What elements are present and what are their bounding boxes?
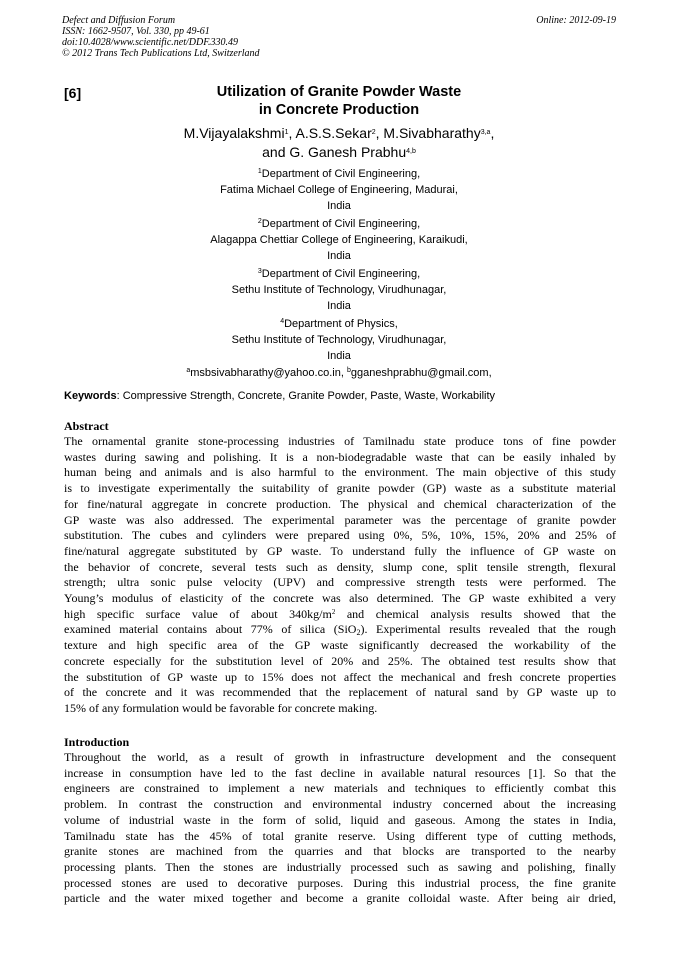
abstract-line: human being and animals and is also harmful to the environment. The main objective of this study [64,465,616,480]
intro-line: problem. In contrast the construction and environmental industry concerned about the increasing [64,797,616,812]
abstract-line: texture and high specific area of the GP waste significantly decreased the workability of the [64,638,616,653]
author-2: , A.S.S.Sekar [288,125,372,141]
intro-line: granite stones are machined from the quarries and that blocks are transported to the nearby [64,844,616,859]
abstract-body [64,434,616,717]
abstract-line-12b: and chemical analysis results showed that the [335,606,616,621]
intro-line: engineers are constrained to implement a new materials and techniques to efficiently combat this [64,781,616,796]
author-1-sup: 1 [284,129,289,136]
intro-line: processing plants. Then the stones are industrially processed such as sawing and polishing, finally [64,859,616,874]
intro-line: particle and the water mixed together and become a granite colloidal waste. After being air dried, [64,891,616,906]
introduction-body [64,750,616,907]
intro-line: Throughout the world, as a result of growth in infrastructure development and the consequent [64,750,616,764]
email-sup-a: a [186,367,191,374]
affiliation-institution: Sethu Institute of Technology, Virudhunagar, [231,284,447,296]
journal-header [62,15,422,59]
affiliation-4 [64,316,614,364]
author-3-comma: , [490,125,495,141]
email-sup-b: b [346,367,351,374]
abstract-line: strength; ultra sonic pulse velocity (UPV) and compressive strength tests were performed. The [64,575,616,590]
keywords-text: : Compressive Strength, Concrete, Granite Powder, Paste, Waste, Workability [116,390,496,402]
journal-copyright: © 2012 Trans Tech Publications Ltd, Switzerland [62,48,260,59]
affiliations [64,166,614,381]
intro-line: increase in consumption have led to the fast decline in available natural resources [1]. So that the [64,765,616,780]
author-3-sup: 3,a [480,129,491,136]
affiliation-country: India [327,200,351,212]
affiliation-institution: Fatima Michael College of Engineering, Madurai, [220,184,458,196]
affiliation-3 [64,266,614,314]
affiliation-dept: Department of Civil Engineering, [261,168,421,180]
intro-line: volume of industrial waste in the form of solid, liquid and gaseous. Among the states in India, [64,812,616,827]
abstract-line-13a: examined material contains about 77% of silica (SiO [64,622,357,637]
abstract-line-12a: high specific surface value of about 340kg/m [64,606,332,621]
abstract-line: of the concrete and it was recommended that the replacement of natural sand by GP waste up to [64,685,616,700]
introduction-heading: Introduction [64,735,130,749]
journal-name: Defect and Diffusion Forum [62,15,176,26]
abstract-line [64,607,616,623]
author-1: M.Vijayalakshmi [183,125,285,141]
journal-issn: ISSN: 1662-9507, Vol. 330, pp 49-61 [62,26,210,37]
author-2-sup: 2 [371,129,376,136]
paper-title [64,83,614,119]
author-emails [64,365,614,381]
email-a: msbsivabharathy@yahoo.co.in, [190,367,347,379]
abstract-line: 15% of any formulation would be favorable for concrete making. [64,700,378,715]
abstract-line: the behavior of concrete, several tests such as density, slump cone, split tensile strength, flexural [64,559,616,574]
author-line-2 [64,143,614,162]
intro-line: processed stones are used to decorative purposes. During this industrial process, the fine granite [64,875,616,890]
abstract-line: fine/natural aggregate substituted by GP waste. To understand fully the influence of GP waste on [64,543,616,558]
affiliation-dept: Department of Civil Engineering, [261,218,421,230]
title-line-2: in Concrete Production [258,102,420,118]
affiliation-dept: Department of Civil Engineering, [261,268,421,280]
abstract-line-13-sub: 2 [356,628,361,638]
abstract-heading: Abstract [64,419,109,433]
abstract-line: Young’s modulus of elasticity of the concrete was also determined. The GP waste exhibited a very [64,591,616,606]
abstract-line: for fine/natural aggregate in concrete production. The physical and chemical characterization of the [64,496,616,511]
abstract-line: substitution. The cubes and cylinders were prepared using 0%, 5%, 10%, 15%, 20% and 25% of [64,528,616,543]
affiliation-2 [64,216,614,264]
email-b: gganeshprabhu@gmail.com, [350,367,492,379]
reference-tag: [6] [64,85,82,101]
author-3: , M.Sivabharathy [375,125,481,141]
affiliation-country: India [327,250,351,262]
abstract-line: the substitution of GP waste up to 15% does not affect the mechanical and fresh concrete properties [64,669,616,684]
keywords [64,389,616,403]
keywords-label: Keywords [64,390,117,402]
title-line-1: Utilization of Granite Powder Waste [216,84,462,100]
abstract-line [64,622,616,638]
online-date: Online: 2012-09-19 [536,15,616,26]
abstract-line-12-sup: 2 [331,607,336,616]
affiliation-institution: Sethu Institute of Technology, Virudhunagar, [231,334,447,346]
abstract-line: The ornamental granite stone-processing industries of Tamilnadu state produce tons of fine powder [64,434,616,448]
affiliation-1 [64,166,614,214]
author-line-1 [64,124,614,143]
affiliation-sup: 4 [280,318,285,325]
abstract-line: wastes during sawing and polishing. It is a non-biodegradable waste that can be easily inhaled by [64,449,616,464]
author-4-sup: 4,b [406,148,416,155]
affiliation-sup: 1 [257,168,262,175]
intro-line: Tamilnadu state has the 45% of total granite reserve. Using different type of cutting methods, [64,828,616,843]
affiliation-sup: 2 [257,218,262,225]
affiliation-institution: Alagappa Chettiar College of Engineering, Karaikudi, [210,234,468,246]
affiliation-country: India [327,350,351,362]
abstract-line: is to investigate experimentally the suitability of granite powder (GP) waste as a substitute material [64,481,616,496]
affiliation-country: India [327,300,351,312]
author-4: and G. Ganesh Prabhu [262,144,407,160]
abstract-line: concrete especially for the substitution level of 20% and 25%. The obtained test results show that [64,653,616,668]
affiliation-sup: 3 [257,268,262,275]
affiliation-dept: Department of Physics, [284,318,398,330]
abstract-line-13b: ). Experimental results revealed that the rough [360,622,617,637]
abstract-line: GP waste was also addressed. The experimental parameter was the percentage of granite powder [64,512,616,527]
author-list [64,124,614,162]
journal-doi: doi:10.4028/www.scientific.net/DDF.330.49 [62,37,239,48]
